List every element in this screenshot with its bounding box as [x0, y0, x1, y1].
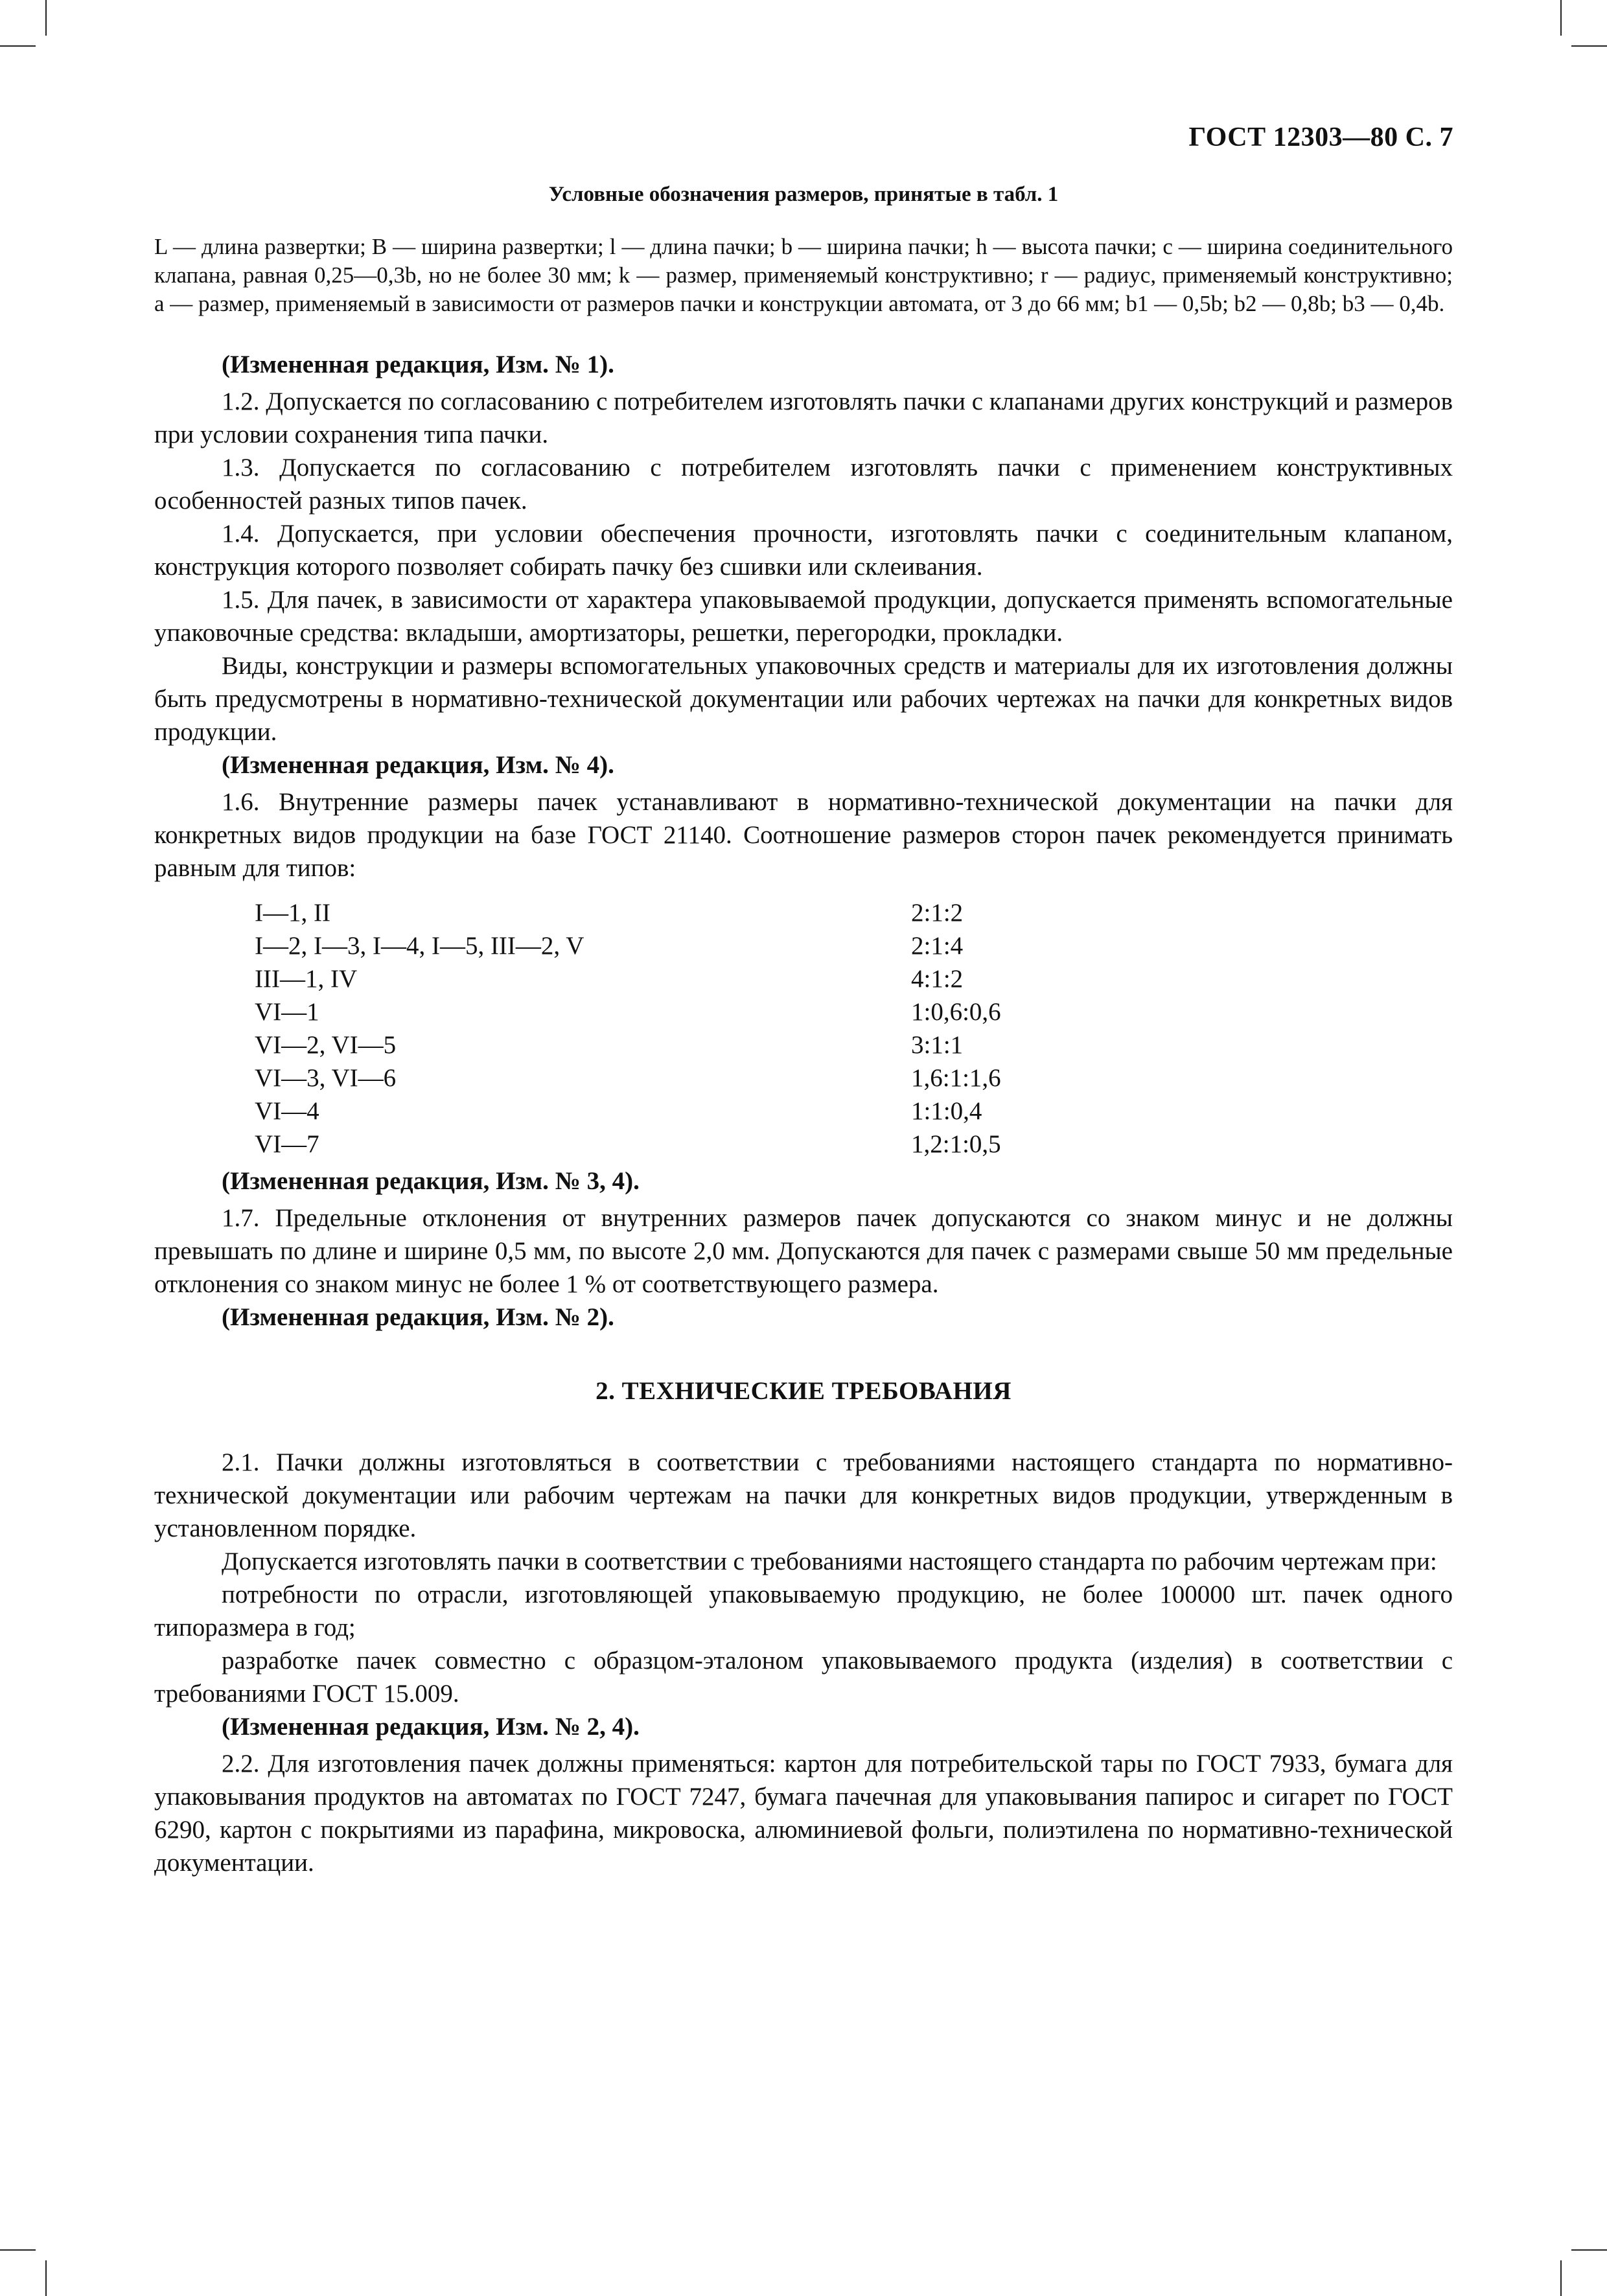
- amendment-note: (Измененная редакция, Изм. № 2, 4).: [222, 1713, 640, 1741]
- ratio-types: VI—2, VI—5: [255, 1031, 397, 1059]
- amendment-note: (Измененная редакция, Изм. № 4).: [222, 751, 614, 779]
- paragraph-1-3: 1.3. Допускается по согласованию с потребителем изготовлять пачки с применением конструктивных особенностей разных типов пачек.: [154, 454, 1453, 515]
- ratio-value: 1,2:1:0,5: [911, 1130, 1001, 1158]
- paragraph-2-1-continued: Допускается изготовлять пачки в соответствии с требованиями настоящего стандарта по рабочим чертежам при:: [222, 1548, 1437, 1575]
- ratio-types: VI—1: [255, 998, 319, 1026]
- ratio-value: 3:1:1: [911, 1031, 964, 1059]
- paragraph-1-5-continued: Виды, конструкции и размеры вспомогательных упаковочных средств и материалы для их изготовления должны быть предусмотрены в нормативно-технической документации или рабочих чертежах на пачки для конкретных видов продукции.: [154, 652, 1453, 746]
- ratio-types: I—1, II: [255, 899, 330, 927]
- crop-mark-bottom-right-v: [1560, 2260, 1562, 2296]
- ratio-types: VI—7: [255, 1130, 319, 1158]
- ratio-value: 1:1:0,4: [911, 1097, 982, 1125]
- crop-mark-top-left-h: [0, 45, 36, 47]
- ratio-types: VI—3, VI—6: [255, 1064, 397, 1092]
- ratio-value: 2:1:2: [911, 899, 964, 927]
- ratio-value: 4:1:2: [911, 965, 964, 993]
- ratio-value: 1,6:1:1,6: [911, 1064, 1001, 1092]
- amendment-note: (Измененная редакция, Изм. № 1).: [222, 351, 614, 378]
- paragraph-1-7: 1.7. Предельные отклонения от внутренних размеров пачек допускаются со знаком минус и не должны превышать по длине и ширине 0,5 мм, по высоте 2,0 мм. Допускаются для пачек с размерами свыше 50 мм предельные отклонения со знаком минус не более 1 % от соответствующего размера.: [154, 1204, 1453, 1298]
- document-body: [154, 183, 1453, 1879]
- ratio-types: III—1, IV: [255, 965, 358, 993]
- section-title: 2. ТЕХНИЧЕСКИЕ ТРЕБОВАНИЯ: [595, 1377, 1012, 1405]
- ratio-row: [255, 1061, 1453, 1095]
- paragraph-2-2: 2.2. Для изготовления пачек должны применяться: картон для потребительской тары по ГОСТ 7933, бумага для упаковывания продуктов на автоматах по ГОСТ 7247, бумага пачечная для упаковывания папирос и сигарет по ГОСТ 6290, картон с покрытиями из парафина, микровоска, алюминиевой фольги, полиэтилена по нормативно-технической документации.: [154, 1750, 1453, 1877]
- paragraph-1-4: 1.4. Допускается, при условии обеспечения прочности, изготовлять пачки с соединительным клапаном, конструкция которого позволяет собирать пачку без сшивки или склеивания.: [154, 520, 1453, 581]
- ratio-table: [255, 896, 1453, 1161]
- paragraph-1-6: 1.6. Внутренние размеры пачек устанавливают в нормативно-технической документации на пачки для конкретных видов продукции на базе ГОСТ 21140. Соотношение размеров сторон пачек рекомендуется принимать равным для типов:: [154, 788, 1453, 882]
- ratio-row: [255, 929, 1453, 962]
- page-header: ГОСТ 12303—80 С. 7: [1188, 122, 1453, 152]
- crop-mark-bottom-left-v: [45, 2260, 47, 2296]
- legend-caption: Условные обозначения размеров, принятые в табл. 1: [548, 183, 1059, 206]
- paragraph-2-1: 2.1. Пачки должны изготовляться в соответствии с требованиями настоящего стандарта по нормативно-технической документации или рабочим чертежам на пачки для конкретных видов продукции, утвержденным в установленном порядке.: [154, 1448, 1453, 1542]
- ratio-row: [255, 995, 1453, 1028]
- ratio-row: [255, 1128, 1453, 1161]
- crop-mark-top-left-v: [45, 0, 47, 36]
- ratio-value: 1:0,6:0,6: [911, 998, 1001, 1026]
- ratio-types: VI—4: [255, 1097, 319, 1125]
- paragraph-1-2: 1.2. Допускается по согласованию с потребителем изготовлять пачки с клапанами других конструкций и размеров при условии сохранения типа пачки.: [154, 388, 1453, 448]
- legend-text: L — длина развертки; B — ширина развертки; l — длина пачки; b — ширина пачки; h — высота пачки; c — ширина соединительного клапана, равная 0,25—0,3b, но не более 30 мм; k — размер, применяемый конструктивно; r — радиус, применяемый конструктивно; a — размер, применяемый в зависимости от размеров пачки и конструкции автомата, от 3 до 66 мм; b1 — 0,5b; b2 — 0,8b; b3 — 0,4b.: [154, 234, 1453, 316]
- crop-mark-top-right-h: [1571, 45, 1607, 47]
- ratio-row: [255, 896, 1453, 929]
- crop-mark-top-right-v: [1560, 0, 1562, 36]
- crop-mark-bottom-left-h: [0, 2249, 36, 2251]
- ratio-types: I—2, I—3, I—4, I—5, III—2, V: [255, 932, 584, 960]
- ratio-row: [255, 962, 1453, 995]
- paragraph-2-1-item: разработке пачек совместно с образцом-эталоном упаковываемого продукта (изделия) в соответствии с требованиями ГОСТ 15.009.: [154, 1647, 1453, 1708]
- crop-mark-bottom-right-h: [1571, 2249, 1607, 2251]
- paragraph-2-1-item: потребности по отрасли, изготовляющей упаковываемую продукцию, не более 100000 шт. пачек одного типоразмера в год;: [154, 1581, 1453, 1641]
- paragraph-1-5: 1.5. Для пачек, в зависимости от характера упаковываемой продукции, допускается применять вспомогательные упаковочные средства: вкладыши, амортизаторы, решетки, перегородки, прокладки.: [154, 586, 1453, 647]
- ratio-row: [255, 1028, 1453, 1061]
- amendment-note: (Измененная редакция, Изм. № 2).: [222, 1303, 614, 1331]
- ratio-value: 2:1:4: [911, 932, 964, 960]
- amendment-note: (Измененная редакция, Изм. № 3, 4).: [222, 1167, 640, 1195]
- ratio-row: [255, 1095, 1453, 1128]
